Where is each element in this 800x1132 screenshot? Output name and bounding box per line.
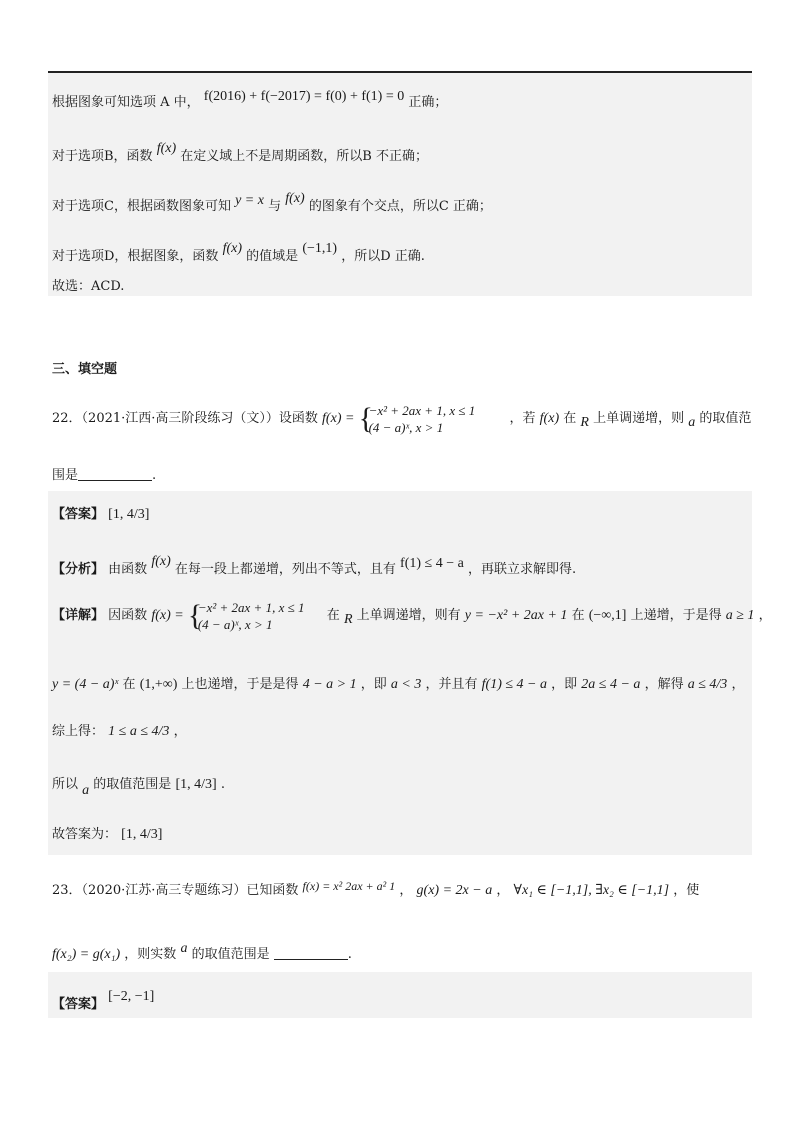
q22-answer: 【答案】 [1, 4/3]	[52, 507, 150, 522]
section-title: 三、填空题	[52, 362, 118, 377]
prev-line-4: 对于选项D，根据图象，函数 f(x) 的值域是 (−1,1) ，所以D 正确.	[52, 241, 425, 264]
formula-f2016: f(2016) + f(−2017) = f(0) + f(1) = 0	[203, 89, 405, 104]
prev-line-2: 对于选项B，函数 f(x) 在定义域上不是周期函数，所以B 不正确；	[52, 141, 428, 164]
q23-stem-line2: f(x₂) = g(x₁) ，则实数 a 的取值范围是 .	[52, 941, 352, 962]
q22-detail-1: 【详解】 因函数 f(x) = { −x² + 2ax + 1, x ≤ 1 (4 − a)ˣ, x > 1 在 R 上单调递增，则有 y = −x² + 2ax + 1 在 (−∞,1] 上递增，于是得 a ≥ 1 ，	[52, 598, 772, 632]
prev-line-5: 故选：ACD.	[52, 279, 125, 294]
q23-answer: 【答案】 [−2, −1]	[52, 989, 155, 1012]
q22-detail-4: 所以 a 的取值范围是 [1, 4/3] .	[52, 777, 225, 798]
q22-stem: 22．（2021·江西·高三阶段练习（文））设函数 f(x) = { −x² + 2ax + 1, x ≤ 1 (4 − a)ˣ, x > 1 ，若 f(x) 在 R 上单调递增，则 a 的取值范	[52, 401, 752, 435]
q22-detail-3: 综上得： 1 ≤ a ≤ 4/3 ，	[52, 724, 187, 739]
q22-detail-piecewise: { −x² + 2ax + 1, x ≤ 1 (4 − a)ˣ, x > 1	[187, 598, 305, 632]
q22-piecewise: { −x² + 2ax + 1, x ≤ 1 (4 − a)ˣ, x > 1	[358, 401, 476, 435]
prev-line-3: 对于选项C，根据函数图象可知 y = x 与 f(x) 的图象有个交点，所以C 正确；	[52, 191, 492, 214]
answer-blank	[78, 466, 152, 481]
q22-detail-5: 故答案为： [1, 4/3]	[52, 827, 163, 842]
q22-detail-2: y = (4 − a)ˣ 在 (1,+∞) 上也递增，于是是得 4 − a > 1 ，即 a < 3 ，并且有 f(1) ≤ 4 − a ，即 2a ≤ 4 − a ，解得 a ≤ 4/3 ，	[52, 677, 745, 692]
q22-analysis: 【分析】 由函数 f(x) 在每一段上都递增，列出不等式，且有 f(1) ≤ 4 − a ，再联立求解即得.	[52, 554, 577, 577]
q22-stem-line2: 围是 .	[52, 468, 157, 483]
q23-stem: 23．（2020·江苏·高三专题练习）已知函数 f(x) = x² 2ax + a² 1 ， g(x) = 2x − a ， ∀x₁ ∈ [−1,1], ∃x₂ ∈ [−1,1] ，使	[52, 879, 700, 898]
prev-line-1: 根据图象可知选项 A 中， f(2016) + f(−2017) = f(0) + f(1) = 0 正确；	[52, 89, 448, 110]
answer-blank	[274, 945, 348, 960]
